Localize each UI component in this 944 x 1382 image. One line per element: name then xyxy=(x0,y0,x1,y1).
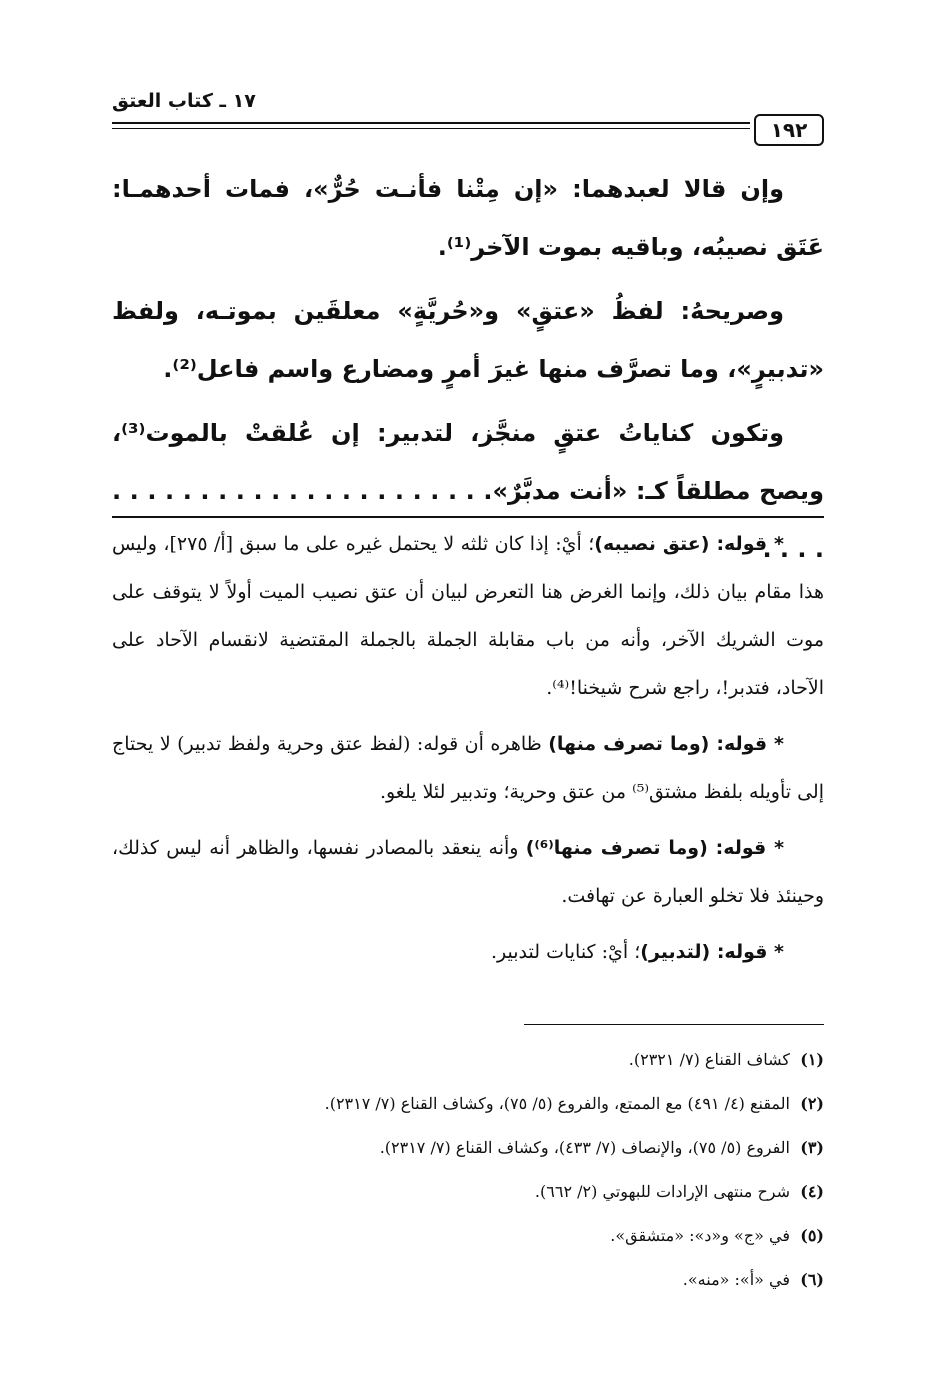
page-header xyxy=(112,88,824,148)
main-paragraph: وصريحهُ: لفظُ «عتقٍ» و«حُريَّةٍ» معلقَين بموتـه، ولفظ «تدبيرٍ»، وما تصرَّف منها غيرَ أمرٍ ومضارع واسم فاعل⁽²⁾. xyxy=(112,297,824,383)
commentary-paragraph xyxy=(112,928,824,976)
footnote-text: الفروع (٥/ ٧٥)، والإنصاف (٧/ ٤٣٣)، وكشاف القناع (٧/ ٢٣١٧). xyxy=(379,1138,790,1157)
commentary-lead: * قوله: (عتق نصيبه) xyxy=(594,533,784,555)
footnote xyxy=(112,1214,824,1258)
commentary-lead: * قوله: (وما تصرف منها) xyxy=(548,733,784,755)
commentary-paragraph xyxy=(112,720,824,816)
footnote xyxy=(112,1038,824,1082)
footnote-number: (١) xyxy=(800,1050,824,1069)
footnote-text: شرح منتهى الإرادات للبهوتي (٢/ ٦٦٢). xyxy=(534,1182,790,1201)
commentary-paragraph xyxy=(112,520,824,712)
footnote-text: في «أ»: «منه». xyxy=(682,1270,790,1289)
footnote-text: المقنع (٤/ ٤٩١) مع الممتع، والفروع (٥/ ٧٥)، وكشاف القناع (٧/ ٢٣١٧). xyxy=(324,1094,790,1113)
commentary-text: وأنه ينعقد بالمصادر نفسها، والظاهر أنه ليس كذلك، وحينئذ فلا تخلو العبارة عن تهافت. xyxy=(112,837,824,907)
footnote-rule xyxy=(524,1024,824,1025)
footnote-number: (٥) xyxy=(800,1226,824,1245)
trailing-dots: . . . . . . . . . . . . . . . . . . . . . . . . . . xyxy=(112,477,824,563)
commentary-lead: * قوله: (وما تصرف منها⁽⁶⁾) xyxy=(525,837,784,859)
footnote-text: في «ج» و«د»: «متشقق». xyxy=(610,1226,790,1245)
commentary-text: ؛ أيْ: إذا كان ثلثه لا يحتمل غيره على ما سبق [أ/ ٢٧٥]، وليس هذا مقام بيان ذلك، وإنما الغرض هنا التعرض لبيان أن عتق نصيب الميت أولاً لا يتوقف على موت الشريك الآخر، وأنه من باب مقابلة الجملة بالجملة المقتضية لانقسام الآحاد على الآحاد، فتدبر!، راجع شرح شيخنا!⁽⁴⁾. xyxy=(112,533,824,699)
main-paragraph: وإن قالا لعبدهما: «إن مِتْنا فأنـت حُرٌّ»، فمات أحدهمـا: عَتَق نصيبُه، وباقيه بموت الآخر⁽¹⁾. xyxy=(112,175,824,261)
commentary-paragraph xyxy=(112,824,824,920)
commentary-text: ظاهره أن قوله: (لفظ عتق وحرية ولفظ تدبير) لا يحتاج إلى تأويله بلفظ مشتق⁽⁵⁾ من عتق وحرية؛ وتدبير لئلا يلغو. xyxy=(112,733,824,803)
footnote xyxy=(112,1082,824,1126)
footnote xyxy=(112,1258,824,1302)
footnote-text: كشاف القناع (٧/ ٢٣٢١). xyxy=(628,1050,790,1069)
text-separator xyxy=(112,516,824,518)
header-rule xyxy=(112,122,750,124)
footnote-number: (٣) xyxy=(800,1138,824,1157)
commentary-text: ؛ أيْ: كنايات لتدبير. xyxy=(490,941,641,963)
commentary-lead: * قوله: (لتدبير) xyxy=(640,941,784,963)
page-number: ١٩٢ xyxy=(754,114,824,146)
footnote xyxy=(112,1170,824,1214)
footnote xyxy=(112,1126,824,1170)
running-title: ١٧ ـ كتاب العتق xyxy=(112,90,256,112)
footnote-number: (٤) xyxy=(800,1182,824,1201)
commentary xyxy=(112,520,824,984)
main-paragraph-text: وتكون كناياتُ عتقٍ منجَّز، لتدبير: إن عُلقتْ بالموت⁽³⁾، ويصح مطلقاً كـ: «أنت مدبَّرٌ» xyxy=(112,419,824,505)
footnote-number: (٢) xyxy=(800,1094,824,1113)
header-rule-thin xyxy=(112,128,750,129)
footnote-number: (٦) xyxy=(800,1270,824,1289)
footnotes xyxy=(112,1038,824,1302)
